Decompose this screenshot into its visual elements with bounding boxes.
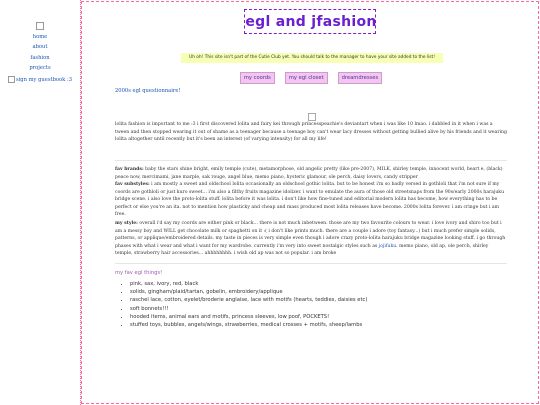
nav-my-egl-closet[interactable]: my egl closet — [285, 72, 328, 84]
fav-brands — [115, 166, 507, 181]
sidebar-item-home[interactable]: home — [32, 34, 48, 40]
list-item: • stuffed toys, bubbles, angels/wings, strawberries, medical crosses + motifs, sheep/lambs — [130, 321, 367, 329]
guestbook-label: sign my guestbook :3 — [15, 76, 73, 83]
intro-paragraph: lolita fashion is important to me :3 i first discovered lolita and fairy kei through princesspeachie's deviantart when i was like 10 lmao. i dabbled in it when i was a tween and then stopped wearing it out of shame as a teenager because a teenage boy can't wear lacy dresses without getting bullied alive by his friends and it wearing lolita altogether until recently but it's been an interest (of varying intensity) for all my life! — [115, 122, 507, 143]
list-item: • solids, gingham/plaid/tartan, gobelin, embroidery/applique — [130, 288, 367, 296]
sidebar-item-fashion[interactable]: fashion — [30, 54, 50, 61]
fav-substyles-text: i am mostly a sweet and oldschool lolita occasionally an oldschool gothic lolita. but to be honest i'm so badly versed in gothloli that i'm not sure if my coords are gothloli or just kuro sweet... i'm also a filthy fruits magazine idolizer. i want to emulate the aura of those old streetsnaps from the 90s/early 2000s harajuku bridge scene. i also love the proto-lolita stuff. lolita before it was lolita. i don't like how fine-tuned and editorial modern lolita has become, how everything has to be perfect or else you're an ita. not to mention how plasticky and cheap and mass produced most lolita releases have become. 2000s lolita forever. i am cringe but i am free. — [115, 182, 505, 218]
broken-image-icon — [308, 113, 316, 121]
list-item: • raschel lace, cotton, eyelet/broderie anglaise, lace with motifs (hearts, teddies, daisies etc) — [130, 296, 367, 304]
my-style-text: overall i'd say my coords are either pink or black... there is not much inbetween. those are my two favourite colours to wear. i love ivory and shiro too but i am a messy boy and WILL get chocolate milk or spaghetti on it :( i don't like prints much. there are a couple i adore (toy fantasy...) but i much prefer simple solids, patterns, or applique/embroidered details. my taste in pieces is very simple even though i adore crazy proto-lolita harajuku bridge magazine looking stuff. i go through phases with what i wear and what i want for my wardrobe. currently i'm very into sweet nostalgic styles such as — [115, 221, 506, 249]
sidebar-item-about[interactable]: about — [32, 44, 48, 51]
guestbook-link[interactable] — [0, 76, 80, 83]
my-style-label: my style: — [115, 221, 138, 226]
sidebar — [0, 0, 80, 405]
list-item: • soft bonnets!!! — [130, 305, 367, 313]
questionnaire-link[interactable]: 2000s egl questionnaire! — [115, 88, 181, 94]
jojifuku-link[interactable]: jojifuku — [378, 243, 397, 249]
my-style-text-2: . memo piano, old ap, ole perch, shirley temple, strawberry hair accessories... ahhhhhhhh. i wish old ap was not so popular. i am broke — [115, 243, 489, 257]
subnav — [82, 72, 540, 84]
header-banner — [244, 9, 376, 34]
cutie-club-notice: Uh oh! This site isn't part of the Cutie Club yet. You should talk to the manager to have your site added to the list! — [181, 53, 443, 63]
fav-substyles-label: fav substyles: — [115, 182, 150, 187]
nav-my-coords[interactable]: my coords — [240, 72, 275, 84]
list-item: • hooded items, animal ears and motifs, princess sleeves, low poof, POCKETS! — [130, 313, 367, 321]
divider — [115, 160, 507, 162]
my-style — [115, 220, 507, 258]
fav-brands-label: fav brands: — [115, 167, 144, 172]
main-content — [81, 1, 539, 404]
list-item: • pink, sax, ivory, red, black — [130, 280, 367, 288]
fav-brands-text: baby the stars shine bright, emily temple (cute), metamorphose, old angelic pretty (like pre-2007), MILK, shirley temple, innocent world, heart e, (black) peace now, mercimami, jane marple, sak rouge, angel blue, memo piano, hysteric glamour, ole perch, daisy lovers, candy stripper — [115, 167, 503, 180]
fav-things-title: my fav egl things! — [115, 270, 163, 276]
broken-image-icon — [36, 22, 44, 30]
divider — [115, 263, 507, 265]
page-title: egl and jfashion — [245, 14, 377, 30]
fav-substyles — [115, 181, 507, 219]
broken-image-icon — [8, 76, 15, 83]
nav-dreamdresses[interactable]: dreamdresses — [338, 72, 383, 84]
sidebar-item-projects[interactable]: projects — [29, 65, 51, 72]
fav-things-list — [122, 280, 367, 329]
